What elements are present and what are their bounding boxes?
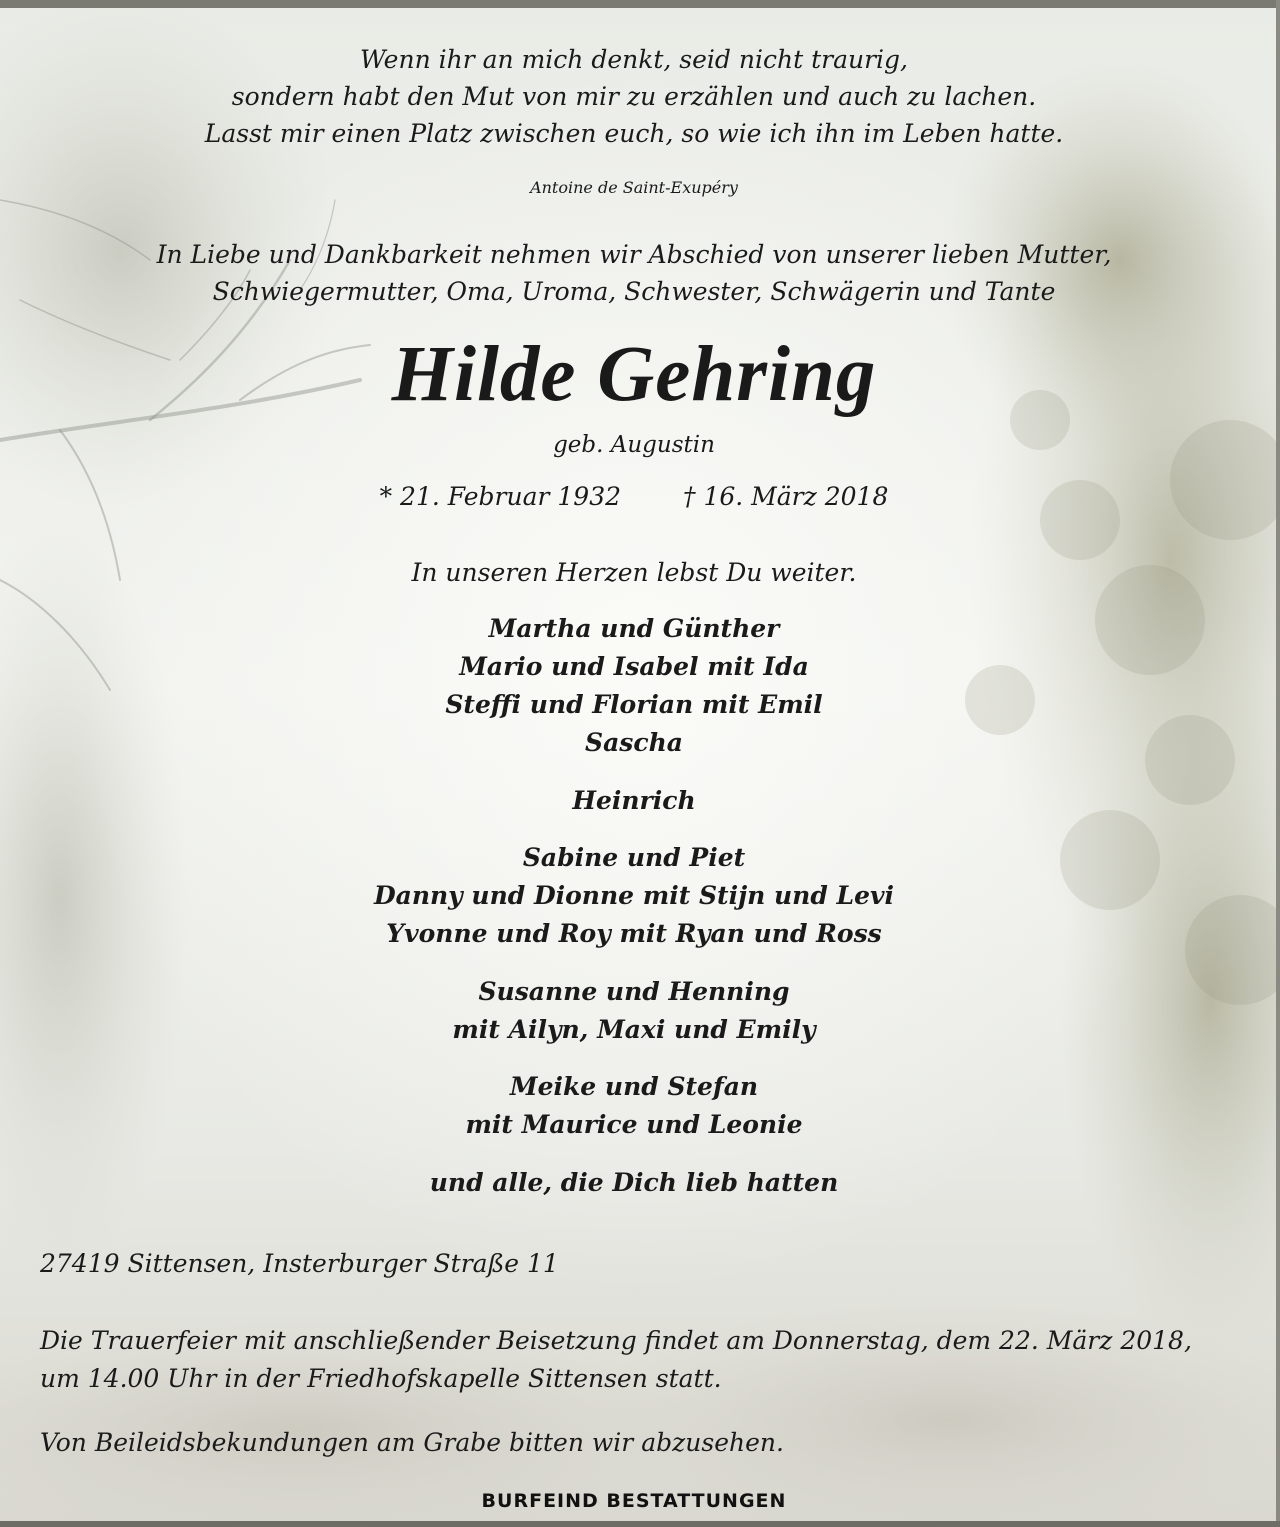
- quote-block: [0, 41, 1268, 152]
- family-line: Martha und Günther: [488, 614, 780, 643]
- deceased-name: Hilde Gehring: [391, 331, 877, 418]
- quote-line: Lasst mir einen Platz zwischen euch, so wie ich ihn im Leben hatte.: [204, 119, 1064, 148]
- family-group: [0, 1164, 1268, 1202]
- ceremony-line: Die Trauerfeier mit anschließender Beisetzung findet am Donnerstag, dem 22. März 2018,: [40, 1326, 1192, 1355]
- family-line: Danny und Dionne mit Stijn und Levi: [373, 881, 895, 910]
- family-group: [0, 839, 1268, 953]
- life-dates: [0, 482, 1268, 511]
- ceremony-info: [40, 1322, 1192, 1398]
- condolence-note: Von Beileidsbekundungen am Grabe bitten wir abzusehen.: [40, 1428, 784, 1457]
- family-group: [0, 1068, 1268, 1144]
- birth-date: * 21. Februar 1932: [379, 482, 622, 511]
- family-line: Meike und Stefan: [509, 1072, 759, 1101]
- death-date: † 16. März 2018: [683, 482, 889, 511]
- family-group: [0, 610, 1268, 762]
- family-line: Heinrich: [572, 786, 696, 815]
- motto: In unseren Herzen lebst Du weiter.: [411, 558, 857, 587]
- intro-line: In Liebe und Dankbarkeit nehmen wir Abschied von unserer lieben Mutter,: [156, 240, 1112, 269]
- address: 27419 Sittensen, Insterburger Straße 11: [40, 1249, 559, 1278]
- border-right: [1276, 0, 1280, 1527]
- intro-line: Schwiegermutter, Oma, Uroma, Schwester, Schwägerin und Tante: [212, 277, 1056, 306]
- border-top: [0, 0, 1280, 8]
- ceremony-line: um 14.00 Uhr in der Friedhofskapelle Sittensen statt.: [40, 1364, 722, 1393]
- family-line: Susanne und Henning: [478, 977, 790, 1006]
- family-group: [0, 782, 1268, 820]
- intro-text: [0, 236, 1268, 310]
- family-line: Mario und Isabel mit Ida: [459, 652, 809, 681]
- family-line: Sabine und Piet: [522, 843, 746, 872]
- family-line: Yvonne und Roy mit Ryan und Ross: [386, 919, 882, 948]
- funeral-home-logo: BURFEIND BESTATTUNGEN: [481, 1490, 787, 1512]
- family-line: Sascha: [585, 728, 683, 757]
- birth-name: geb. Augustin: [553, 432, 715, 458]
- family-line: mit Ailyn, Maxi und Emily: [452, 1015, 816, 1044]
- quote-author: Antoine de Saint-Exupéry: [530, 178, 738, 197]
- family-line: Steffi und Florian mit Emil: [445, 690, 823, 719]
- quote-line: sondern habt den Mut von mir zu erzählen und auch zu lachen.: [231, 82, 1037, 111]
- border-bottom: [0, 1521, 1280, 1527]
- family-line: mit Maurice und Leonie: [465, 1110, 803, 1139]
- quote-line: Wenn ihr an mich denkt, seid nicht traurig,: [360, 45, 908, 74]
- family-group: [0, 973, 1268, 1049]
- family-line: und alle, die Dich lieb hatten: [429, 1168, 839, 1197]
